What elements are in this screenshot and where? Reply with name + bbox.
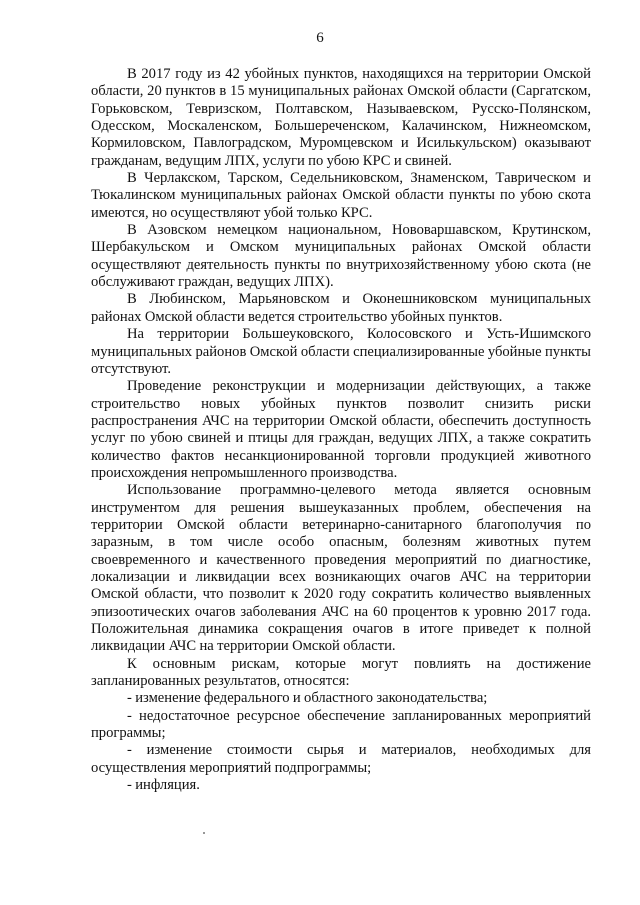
risk-item-inflation: - инфляция.	[127, 777, 200, 794]
risk-item-resources: - недостаточное ресурсное обеспечение запланированных мероприятий программы;	[91, 707, 591, 742]
paragraph-internal-slaughter-districts: В Азовском немецком национальном, Нововаршавском, Крутинском, Шербакульском и Омском муниципальных районах Омской области осуществляют деятельность пункты по внутрихозяйственному убою скота (не обслуживают граждан, ведущих ЛПХ).	[91, 222, 591, 291]
paragraph-slaughter-points-2017: В 2017 году из 42 убойных пунктов, находящихся на территории Омской области, 20 пунктов в 15 муниципальных районах Омской области (Саргатском, Горьковском, Тевризском, Полтавском, Называевском, Русско-Полянском, Одесском, Москаленском, Большереченском, Калачинском, Нижнеомском, Кормиловском, Павлоградском, Муромцевском и Исилькульском) оказывают гражданам, ведущим ЛПХ, услуги по убою КРС и свиней.	[91, 66, 591, 169]
paragraph-program-target-method: Использование программно-целевого метода является основным инструментом для решения вышеуказанных проблем, обеспечения на территории Омской области ветеринарно-санитарного благополучия по заразным, в том числе особо опасным, болезням животных путем своевременного и качественного проведения мероприятий по диагностике, локализации и ликвидации всех возникающих очагов АЧС на территории Омской области, что позволит к 2020 году сократить количество выявленных эпизоотических очагов заболевания АЧС на 60 процентов к уровню 2017 года. Положительная динамика сокращения очагов в итоге приведет к полной ликвидации АЧС на территории Омской области.	[91, 482, 591, 655]
risk-item-material-costs: - изменение стоимости сырья и материалов, необходимых для осуществления мероприятий подпрограммы;	[91, 742, 591, 776]
paragraph-main-risks-intro: К основным рискам, которые могут повлиять на достижение запланированных результатов, относятся:	[91, 655, 591, 690]
paragraph-no-slaughter-points: На территории Большеуковского, Колосовского и Усть-Ишимского муниципальных районов Омской области специализированные убойные пункты отсутствуют.	[91, 326, 591, 377]
risk-item-legislation: - изменение федерального и областного законодательства;	[127, 690, 488, 707]
page-number: 6	[316, 30, 324, 46]
paragraph-construction-districts: В Любинском, Марьяновском и Оконешниковском муниципальных районах Омской области ведется строительство убойных пунктов.	[91, 291, 591, 325]
paragraph-cattle-only-districts: В Черлакском, Тарском, Седельниковском, Знаменском, Таврическом и Тюкалинском муниципальных районах Омской области пункты по убою скота имеются, но осуществляют убой только КРС.	[91, 170, 591, 221]
document-body	[91, 66, 591, 794]
scan-dot-mark	[203, 832, 205, 834]
paragraph-modernization-benefits: Проведение реконструкции и модернизации действующих, а также строительство новых убойных пунктов позволит снизить риски распространения АЧС на территории Омской области, обеспечить доступность услуг по убою свиней и птицы для граждан, ведущих ЛПХ, а также сократить количество фактов несанкционированной торговли продукцией животного происхождения непромышленного производства.	[91, 378, 591, 481]
